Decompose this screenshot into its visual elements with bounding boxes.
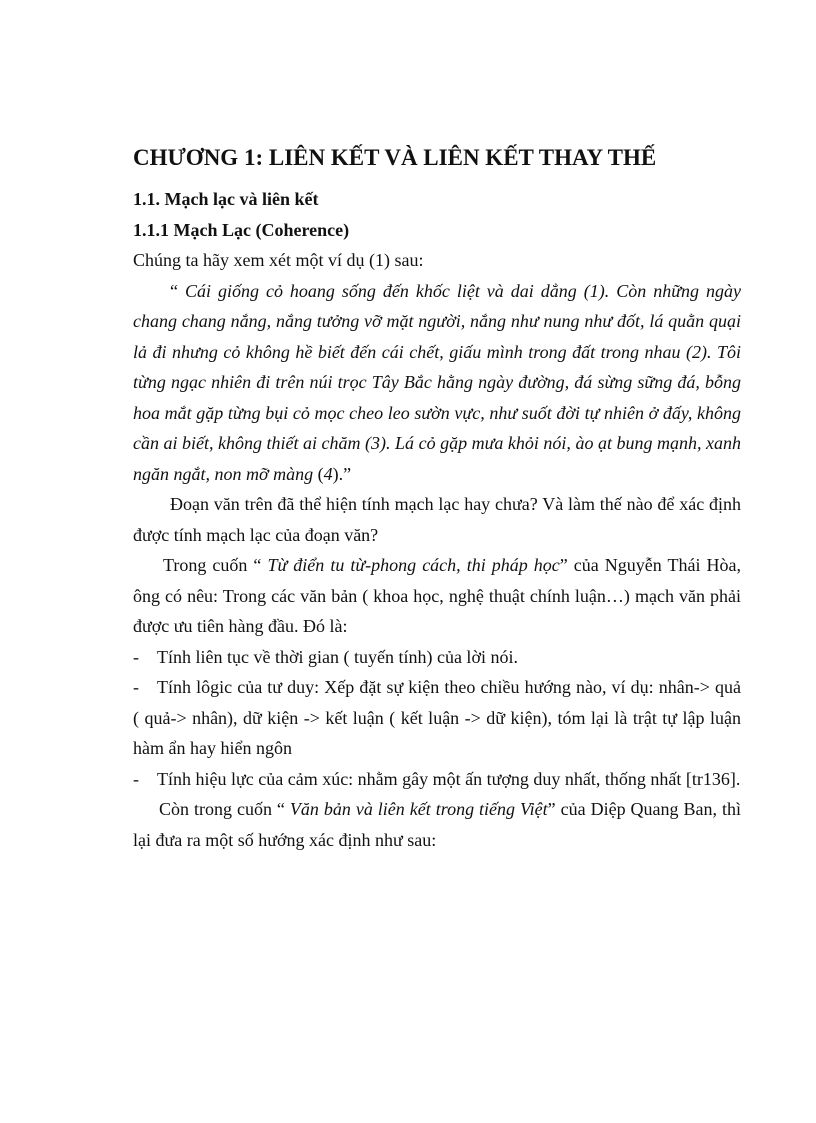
bullet-item <box>133 764 741 795</box>
quang-ban-paragraph <box>133 794 741 855</box>
quang-ban-rest: ” của Diệp Quang Ban, thì lại đưa ra một số hướng xác định như sau: <box>133 799 741 850</box>
section-heading-1-1-1: 1.1.1 Mạch Lạc (Coherence) <box>133 219 350 240</box>
thai-hoa-book-title: Từ điển tu từ-phong cách, thi pháp học <box>267 555 560 575</box>
quote-tail-number: 4 <box>323 463 333 484</box>
example-quote <box>133 276 741 490</box>
quote-body: Cái giống cỏ hoang sống đến khốc liệt và dai dẳng (1). Còn những ngày chang chang nắng, nắng tưởng vỡ mặt người, nắng như nung như đốt, lá quằn quại lả đi nhưng cỏ không hề biết đến cái chết, giấu mình trong đất trong nhau (2). Tôi từng ngạc nhiên đi trên núi trọc Tây Bắc hằng ngày đường, đá sừng sững đá, bỗng hoa mắt gặp từng bụi cỏ mọc cheo leo sườn vực, như suốt đời tự nhiên ở đấy, không cần ai biết, không thiết ai chăm (3). Lá cỏ gặp mưa khỏi nói, ào ạt bung mạnh, xanh ngăn ngắt, non mỡ màng <box>133 280 741 484</box>
quote-tail-close: ).” <box>332 463 352 484</box>
bullet-dash: - <box>133 646 139 667</box>
section-heading-1-1: 1.1. Mạch lạc và liên kết <box>133 189 319 209</box>
quote-tail-open: ( <box>313 463 324 484</box>
chapter-title: CHƯƠNG 1: LIÊN KẾT VÀ LIÊN KẾT THAY THẾ <box>133 145 657 170</box>
bullet-dash: - <box>133 768 139 789</box>
bullet-text: Tính lôgic của tư duy: Xếp đặt sự kiện theo chiều hướng nào, ví dụ: nhân-> quả ( quả-> nhân), dữ kiện -> kết luận ( kết luận -> dữ kiện), tóm lại là trật tự lập luận hàm ẩn hay hiển ngôn <box>133 677 741 758</box>
quang-ban-book-title: Văn bản và liên kết trong tiếng Việt <box>289 799 548 819</box>
thai-hoa-rest: ” của Nguyễn Thái Hòa, ông có nêu: Trong các văn bản ( khoa học, nghệ thuật chính luận…) mạch văn phải được ưu tiên hàng đầu. Đó là: <box>133 555 741 636</box>
bullet-text: Tính liên tục về thời gian ( tuyến tính) của lời nói. <box>157 646 518 667</box>
bullet-dash: - <box>133 677 139 697</box>
bullet-item <box>133 672 741 764</box>
quote-open-mark: “ <box>170 280 185 301</box>
intro-paragraph: Chúng ta hãy xem xét một ví dụ (1) sau: <box>133 250 424 270</box>
thai-hoa-intro: Trong cuốn “ <box>163 555 268 575</box>
page-content <box>133 138 741 855</box>
question-paragraph: Đoạn văn trên đã thể hiện tính mạch lạc hay chưa? Và làm thế nào để xác định được tính mạch lạc của đoạn văn? <box>133 494 741 545</box>
quang-ban-intro: Còn trong cuốn “ <box>159 799 290 819</box>
bullet-text: Tính hiệu lực của cảm xúc: nhằm gây một ấn tượng duy nhất, thống nhất [tr136]. <box>157 768 741 789</box>
thai-hoa-paragraph <box>133 550 741 642</box>
bullet-item <box>133 642 741 673</box>
